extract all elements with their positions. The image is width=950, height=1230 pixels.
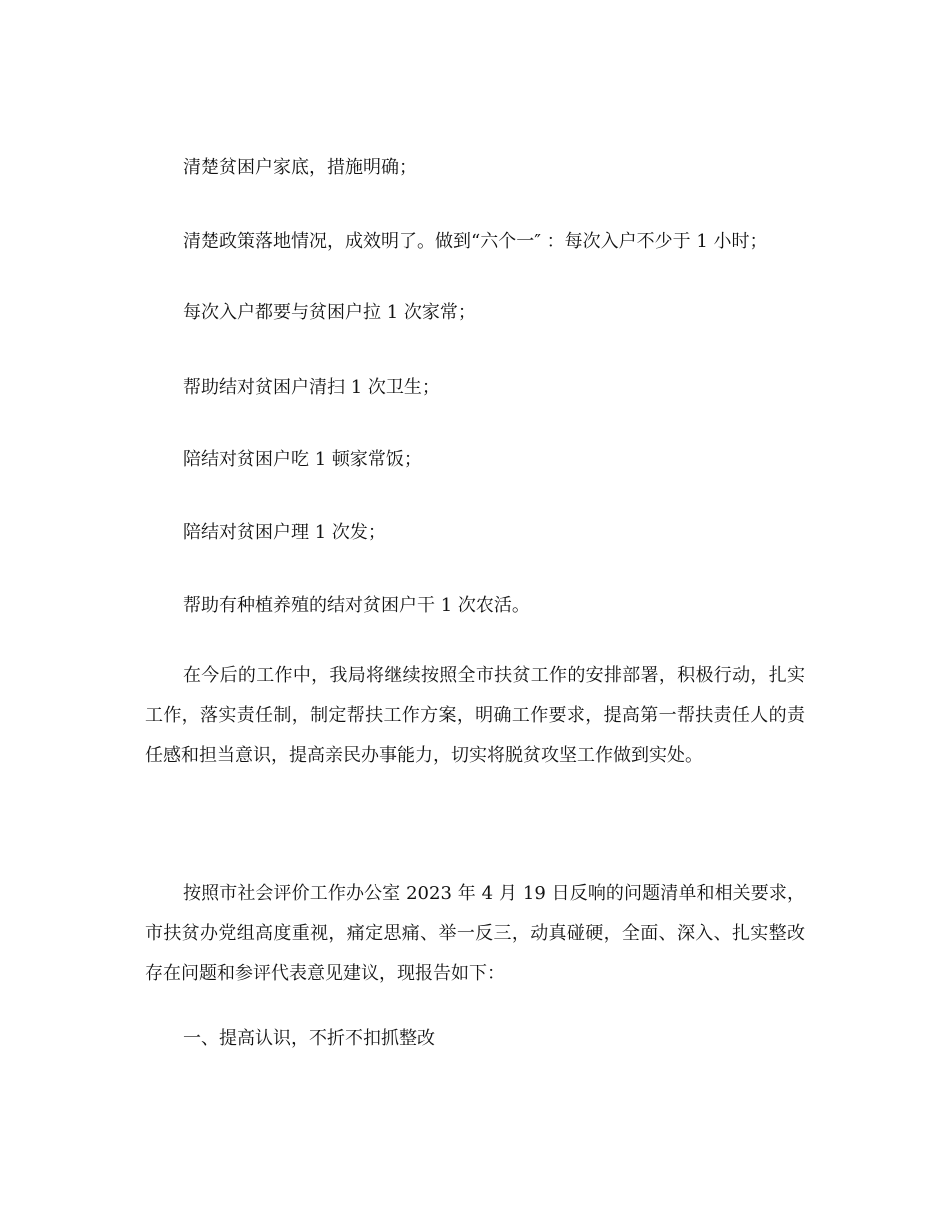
text-line-household: 清楚贫困户家底，措施明确； [183, 157, 417, 178]
text-line-cleaning: 帮助结对贫困户清扫 1 次卫生； [183, 377, 440, 398]
paragraph-report-intro: 按照市社会评价工作办公室 2023 年 4 月 19 日反响的问题清单和相关要求，市扶贫办党组高度重视，痛定思痛、举一反三，动真碰硬，全面、深入、扎实整改存在问题和参评代表意见建议，现报告如下： [145, 883, 805, 984]
text-line-meal: 陪结对贫困户吃 1 顿家常饭； [183, 449, 422, 470]
text-line-policy: 清楚政策落地情况，成效明了。做到“六个一″ ：每次入户不少于 1 小时； [183, 231, 768, 252]
text-line-farmwork: 帮助有种植养殖的结对贫困户干 1 次农活。 [183, 595, 530, 616]
paragraph-future-work: 在今后的工作中，我局将继续按照全市扶贫工作的安排部署，积极行动，扎实工作，落实责任制，制定帮扶工作方案，明确工作要求，提高第一帮扶责任人的责任感和担当意识，提高亲民办事能力，切实将脱贫攻坚工作做到实处。 [145, 665, 805, 766]
section-heading: 一、提高认识，不折不扣抓整改 [183, 1028, 435, 1049]
text-line-chat: 每次入户都要与贫困户拉 1 次家常； [183, 302, 476, 323]
text-line-haircut: 陪结对贫困户理 1 次发； [183, 522, 386, 543]
